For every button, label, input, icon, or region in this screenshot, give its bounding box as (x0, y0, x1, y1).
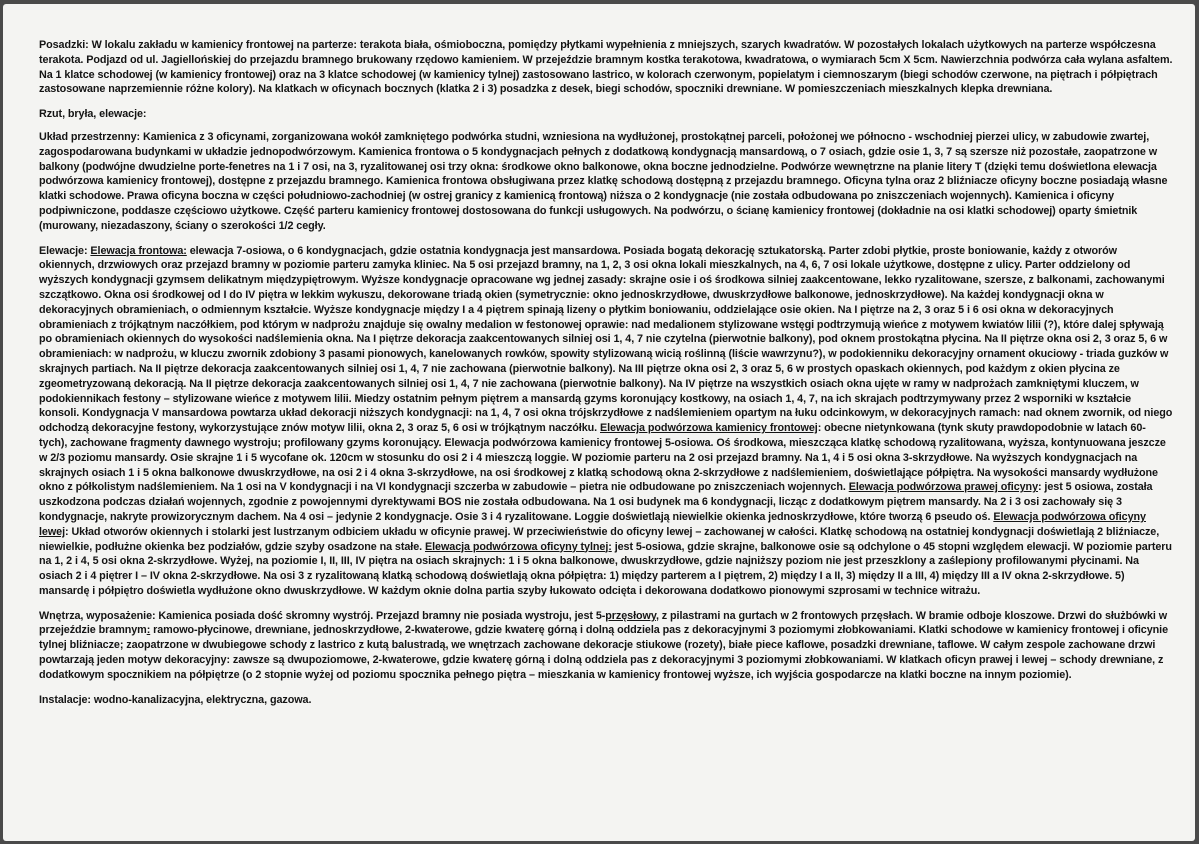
section-label-wnetrza: Wnętrza, wyposażenie: (39, 609, 156, 622)
subheading-elewacja-podworzowa-frontowej: Elewacja podwórzowa kamienicy frontowej (600, 422, 818, 435)
section-label-instalacje: Instalacje: (39, 693, 91, 706)
paragraph-text: , z pilastrami na gurtach w 2 frontowych przęsłach. W bramie odboje kloszowe. Drzwi do służbówki w przejeździe bramnym (39, 609, 1168, 637)
section-label-posadzki: Posadzki: (39, 39, 89, 51)
paragraph-text: : jest 5 osiowa, została uszkodzona podczas działań wojennych, zgodnie z powojennymi dyrektywami BOS nie została odbudowana. Na 1 osi budynek ma 6 kondygnacji, licząc z dodatkowym piętrem mansardy. Na 2 i 3 osi zachowały się 3 kondygnacje, nakryte prowizorycznym dachem. Na 4 osi – jedynie 2 kondygnacje. Osie 3 i 4 ryzalitowane. Loggie doświetlają niewielkie okienka jednoskrzydłowe, które tworzą 6 pseudo oś. (39, 481, 1153, 523)
underlined-colon: : (146, 624, 151, 637)
subheading-elewacja-frontowa: Elewacja frontowa: (90, 244, 187, 257)
scanned-page (3, 4, 1195, 841)
paragraph-text: : obecne nietynkowana (tynk skuty prawdopodobnie w latach 60-tych), zachowane fragmenty dawnego wystroju; profilowany gzyms koronujący. Elewacja podwórzowa kamienicy frontowej 5-osiowa. Oś środkowa, mieszcząca klatkę schodową ryzalitowana, wyższa, kontynuowana jeszcze w 2/3 poziomu mansardy. Osie skrajne 1 i 5 wycofane ok. 120cm w stosunku do osi 2 i 4 mieszczą loggie. W poziomie parteru na 2 osi przejazd bramny. Na 1, 4 i 5 osi okna 3-skrzydłowe. Na wyższych kondygnacjach na skrajnych osiach 1 i 5 okna balkonowe dwuskrzydłowe, na osi 2 i 4 okna 3-skrzydłowe, na osi środkowej z klatką schodową okna 2-skrzydłowe z nadślemieniem, doświetlające półpiętra. Na wysokości mansardy wydłużone okno z półkolistym nadślemieniem. Na 1 osi na V kondygnacji i na VI kondygnacji szczerba w zabudowie – pietra nie odbudowane po zniszczeniach wojennych. (39, 422, 1166, 494)
paragraph-elewacje (39, 244, 1173, 599)
paragraph-instalacje (39, 693, 1173, 708)
paragraph-text: Kamienica z 3 oficynami, zorganizowana wokół zamkniętego podwórka studni, wzniesiona na wydłużonej, prostokątnej parceli, położonej we północno - wschodniej pierzei ulicy, w zabudowie zwartej, zagospodarowana budynkami w układzie jednopodwórzowym. Kamienica frontowa o 5 kondygnacjach pełnych z dodatkową kondygnacją mansardową, o 7 osiach, gdzie osie 1, 3, 7 są szersze niż pozostałe, zaopatrzone w balkony (podwójne dwudzielne porte-fenetres na 1 i 7 osi, na 3, ryzalitowanej osi trzy okna: środkowe okno balkonowe, okna boczne jednodzielne. Podwórze wewnętrzne na planie litery T (dzięki temu doświetlona elewacja podwórzowa kamienicy frontowej), dostępne z przejazdu bramnego. Kamienica frontowa obsługiwana przez klatkę schodową dostępną z przejazdu bramnego. Oficyna tylna oraz 2 bliźniacze oficyny boczne posiadają własne klatki schodowe. Prawa oficyna boczna w części południowo-zachodniej (w ostrej granicy z kamienicą frontową) niższa o 2 kondygnacje (nie została odbudowana po zniszczeniach wojennych). Kamienica i oficyny podpiwniczone, poddasze częściowo użytkowe. Część parteru kamienicy frontowej dostosowana do funkcji usługowych. Na podwórzu, o ścianę kamienicy frontowej (dokładnie na osi klatki schodowej) oparty śmietnik (murowany, niezadaszony, ściany o szerokości 1/2 cegły. (39, 130, 1168, 232)
paragraph-wnetrza (39, 609, 1173, 683)
subheading-elewacja-oficyny-lewej: Elewacja podwórzowa oficyny lewej (39, 510, 1146, 538)
heading-text: Rzut, bryła, elewacje: (39, 108, 147, 121)
paragraph-posadzki (39, 38, 1173, 97)
paragraph-text: Kamienica posiada dość skromny wystrój. Przejazd bramny nie posiada wystroju, jest 5- (155, 609, 606, 622)
section-label-elewacje: Elewacje: (39, 244, 88, 257)
subheading-elewacja-oficyny-tylnej: Elewacja podwórzowa oficyny tylnej: (424, 540, 612, 553)
paragraph-uklad (39, 130, 1173, 234)
paragraph-text: W lokalu zakładu w kamienicy frontowej na parterze: terakota biała, ośmioboczna, pomiędzy płytkami wypełnienia z mniejszych, szarych kwadratów. W pozostałych lokalach użytkowych na parterze współczesna terakota. Podjazd od ul. Jagiellońskiej do przejazdu bramnego brukowany rzędowo kamieniem. W przejeździe bramnym kostka terakotowa, kwadratowa, o wymiarach 5cm X 5cm. Nawierzchnia podwórza cała wylana asfaltem. Na 1 klatce schodowej (w kamienicy frontowej) oraz na 3 klatce schodowej (w kamienicy tylnej) zastosowano lastrico, w kolorach czerwonym, popielatym i ciemnoszarym (biegi schodów czerwone, na piętrach i półpiętrach zastosowane naprzemiennie różne kolory). Na klatkach w oficynach bocznych (klatka 2 i 3) posadzka z desek, biegi schodów, spoczniki drewniane. W pomieszczeniach mieszkalnych klepka drewniana. (39, 39, 1173, 96)
underlined-word: przęsłowy (605, 609, 656, 622)
paragraph-text: : Układ otworów okiennych i stolarki jest lustrzanym odbiciem układu w oficynie prawej. W przeciwieństwie do oficyny lewej – zachowanej w całości. Klatkę schodową na ostatniej kondygnacji doświetlają 2 bliźniacze, niewielkie, podłużne okienka bez podziałów, gdzie szyby osadzone na stałe. (39, 525, 1160, 553)
paragraph-text: wodno-kanalizacyjna, elektryczna, gazowa. (90, 693, 312, 706)
section-label-uklad: Układ przestrzenny: (39, 130, 141, 143)
document-body (39, 38, 1173, 717)
section-heading-rzut (39, 107, 1173, 122)
paragraph-text: jest 5-osiowa, gdzie skrajne, balkonowe osie są odchylone o 45 stopni względem elewacji. W poziomie parteru na 1, 2 i 4, 5 osi okna 2-skrzydłowe. Wyżej, na poziomie I, II, III, IV piętra na osiach skrajnych: 1 i 5 okna balkonowe, dwuskrzydłowe, gdzie najniższy poziom nie jest przeszklony a zaślepiony profilowanymi płycinami. Na osiach 2 i 4 piętrer I – IV okna 2-skrzydłowe. Na osi 3 z ryzalitowaną klatką schodową doświetlają okna półpiętra: 1) między parterem a I piętrem, 2) między I a II, 3) między II a III, 4) między III a IV okna 2-skrzydłowe. 5) mansardę i półpiętro doświetla wydłużone okno dwuskrzydłowe. W każdym oknie dolna partia szyby łukowato odcięta i dekorowana dodatkowo pionowymi szprosami w technice witrażu. (39, 540, 1172, 597)
paragraph-text: ramowo-płycinowe, drewniane, jednoskrzydłowe, 2-kwaterowe, gdzie kwaterę górną i dolną oddziela pas z dekoracyjnymi 3 poziomymi złobkowaniami. Klatki schodowe w kamienicy frontowej i oficynie tylnej bliźniacze; zaopatrzone w dwubiegowe schody z lastrico z kutą balustradą, we wnętrzach zachowane dekoracje stiukowe (rozety), białe piece kaflowe, posadzki drewniane, taflowe. W całym zespole zachowane drzwi powtarzają jeden motyw dekoracyjny: zawsze są dwupoziomowe, 2-kwaterowe, gdzie kwaterę górną i dolną oddziela pas z dekoracyjnymi 3 poziomymi złobkowaniami. W klatkach oficyn prawej i lewej – schody drewniane, z dodatkowym spocznikiem na półpiętrze (o 2 stopnie wyżej od poziomu spocznika pełnego piętra – mieszkania w kamienicy frontowej wyższe, ich wyjścia gospodarcze na klatki boczne na innym poziomie). (39, 624, 1169, 681)
subheading-elewacja-prawej-oficyny: Elewacja podwórzowa prawej oficyny (848, 481, 1038, 494)
paragraph-text: elewacja 7-osiowa, o 6 kondygnacjach, gdzie ostatnia kondygnacja jest mansardowa. Posiada bogatą dekorację sztukatorską. Parter zdobi płytkie, proste boniowanie, każdy z otworów okiennych, drzwiowych oraz przejazd bramny w poziomie parteru zamyka kliniec. Na 5 osi przejazd bramny, na 1, 2, 3 osi okna lokali mieszkalnych, na 4, 6, 7 osi lokale użytkowe, dostępne z ulicy. Parter oddzielony od wyższych kondygnacji gzymsem delikatnym międzypiętrowym. Wyższe kondygnacje opracowane wg jednej zasady: skrajne osie i oś środkowa silniej zaakcentowane, lekko ryzalitowane, szersze, z balkonami, zachowanymi szczątkowo. Okna osi środkowej od I do IV piętra w lekkim wykuszu, dekorowane triadą okien (symetrycznie: okno jednoskrzydłowe, dwuskrzydłowe balkonowe, jednoskrzydłowe). Na każdej kondygnacji okna w dekoracyjnych obramieniach, o odmiennym kształcie. Wyższe kondygnacje między I a 4 piętrem spinają lizeny o płytkim boniowaniu, oddzielające osie okien. Na I piętrze na 2, 3 oraz 5 i 6 osi okna w dekoracyjnych obramieniach z trójkątnym naczółkiem, pod którym w nadprożu znajduje się owalny medalion w festonowej oprawie: nad medalionem stylizowane wstęgi podtrzymują wieńce z motywem kwiatów lilii (?), które dalej spływają po obramieniach okiennych do wysokości nadślemienia okna. Na I piętrze dekoracja zaakcentowanych silniej osi 1, 4, 7 nie czytelna (pierwotnie balkony), pod oknem prostokątna płycina. Na II piętrze okna osi 2, 3 oraz 5, 6 w obramieniach: w nadprożu, w kluczu zwornik zdobiony 3 pasami pionowych, kanelowanych rowków, spowity stylizowaną wicią roślinną (liście wawrzynu?), w podokienniku dekoracyjny ornament okuciowy - triada guzków w skrajnych partiach. Na II piętrze dekoracja zaakcentowanych silniej osi 1, 4, 7 nie zachowana (pierwotnie balkony). Na III piętrze okna osi 2, 3 oraz 5, 6 w prostych opaskach okiennych, pod każdym z okien płycina ze zgeometryzowaną dekoracją. Na II piętrze dekoracja zaakcentowanych silniej osi 1, 4, 7 nie zachowana (pierwotnie balkony). Na IV piętrze na wszystkich osiach okna ujęte w ramy w nadprożach zamkniętymi kluczem, w podokiennikach festony – stylizowane wieńce z motywem lilii. Miedzy ostatnim pełnym piętrem a mansardą gzyms koronujący kostkowy, na osiach 1, 4, 7, na ich skrajach podtrzymywany przez 2 wsporniki w kształcie konsoli. Kondygnacja V mansardowa powtarza układ dekoracji niższych kondygnacji: na 1, 4, 7 osi okna trójskrzydłowe z nadślemieniem opartym na łuku odcinkowym, w dekoracyjnych ramach: nad oknem zwornik, od niego odchodzą dekoracyjne festony, wykorzystujące znów motyw lilii, okna 2, 3 oraz 5, 6 osi w trójkątnym naczółku. (39, 244, 1173, 435)
